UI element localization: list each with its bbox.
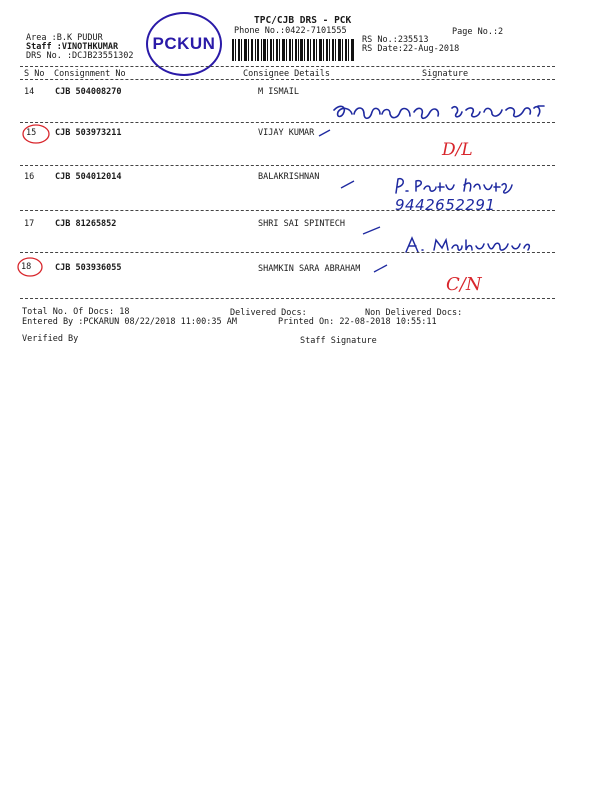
rs-date: RS Date:22-Aug-2018 bbox=[362, 44, 460, 54]
row-sno: 14 bbox=[24, 87, 35, 97]
printed-on: Printed On: 22-08-2018 10:55:11 bbox=[278, 317, 437, 327]
handwritten-signature-row14 bbox=[330, 100, 560, 130]
column-header-consignee: Consignee Details bbox=[243, 69, 330, 79]
row-consignment-no: CJB 81265852 bbox=[55, 219, 117, 229]
stamp-text: PCKUN bbox=[152, 34, 216, 53]
row-divider bbox=[20, 122, 555, 123]
page-number: Page No.:2 bbox=[452, 27, 504, 37]
delivered-docs: Delivered Docs: bbox=[230, 308, 307, 318]
drs-number: DRS No. :DCJB23551302 bbox=[26, 51, 134, 61]
row-consignee: SHRI SAI SPINTECH bbox=[258, 219, 345, 229]
handwritten-signature-row17 bbox=[402, 234, 537, 258]
rs-number: RS No.:235513 bbox=[362, 35, 429, 45]
row-sno: 17 bbox=[24, 219, 35, 229]
row-consignment-no: CJB 503936055 bbox=[55, 263, 122, 273]
header-divider-bottom bbox=[20, 79, 555, 80]
row-consignee: SHAMKIN SARA ABRAHAM bbox=[258, 264, 361, 274]
phone-number: Phone No.:0422-7101555 bbox=[234, 26, 347, 36]
row-consignment-no: CJB 504012014 bbox=[55, 172, 122, 182]
header-divider-top bbox=[20, 66, 555, 67]
tick-mark bbox=[340, 178, 356, 190]
row-sno: 16 bbox=[24, 172, 35, 182]
row-consignee: BALAKRISHNAN bbox=[258, 172, 320, 182]
row-consignment-no: CJB 503973211 bbox=[55, 128, 122, 138]
entered-by: Entered By :PCKARUN 08/22/2018 11:00:35 AM bbox=[22, 317, 237, 327]
handwritten-cn-mark: C/N bbox=[446, 274, 482, 295]
column-header-signature: Signature bbox=[422, 69, 469, 79]
column-header-consignment: Consignment No bbox=[54, 69, 126, 79]
row-sno: 15 bbox=[26, 128, 37, 138]
document-title: TPC/CJB DRS - PCK bbox=[254, 15, 352, 26]
tick-mark bbox=[362, 224, 382, 236]
handwritten-signature-row16 bbox=[392, 175, 522, 197]
column-header-sno: S No bbox=[24, 69, 45, 79]
row-divider bbox=[20, 210, 555, 211]
tick-mark bbox=[318, 128, 332, 138]
staff-signature-label: Staff Signature bbox=[300, 336, 377, 346]
row-sno: 18 bbox=[21, 262, 32, 272]
handwritten-dl-mark: D/L bbox=[442, 140, 473, 160]
row-consignee: VIJAY KUMAR bbox=[258, 128, 315, 138]
row-consignment-no: CJB 504008270 bbox=[55, 87, 122, 97]
verified-by: Verified By bbox=[22, 334, 79, 344]
staff-label: Staff :VINOTHKUMAR bbox=[26, 42, 119, 52]
area-label: Area :B.K PUDUR bbox=[26, 33, 103, 43]
row-consignee: M ISMAIL bbox=[258, 87, 299, 97]
row-divider bbox=[20, 165, 555, 166]
total-docs: Total No. Of Docs: 18 bbox=[22, 307, 130, 317]
handwritten-phone-number: 9442652291 bbox=[395, 196, 496, 214]
tick-mark bbox=[373, 262, 389, 274]
non-delivered-docs: Non Delivered Docs: bbox=[365, 308, 463, 318]
footer-divider bbox=[20, 298, 555, 299]
row-divider bbox=[20, 252, 555, 253]
barcode bbox=[232, 39, 354, 61]
